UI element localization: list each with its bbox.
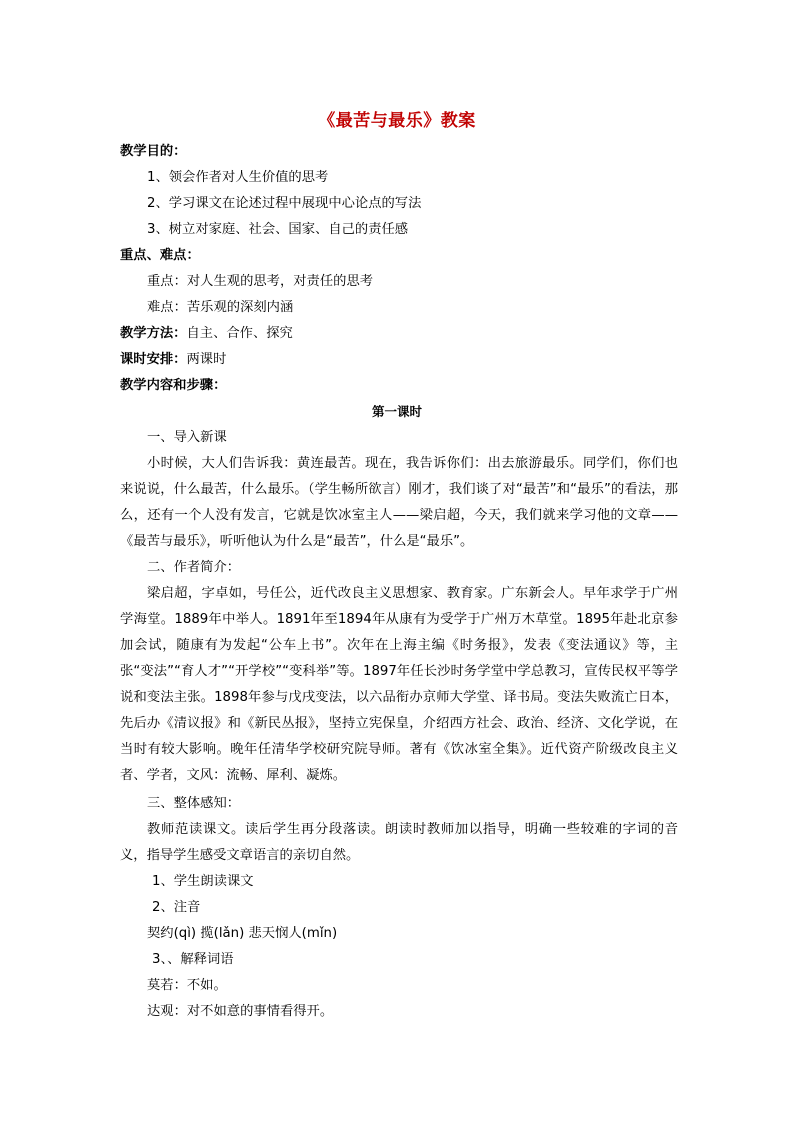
section-intro-heading: 一、导入新课 [147, 430, 227, 445]
section-author-heading: 二、作者简介： [147, 560, 241, 575]
overview-item-1: 1、学生朗读课文 [152, 874, 254, 889]
overview-item-2: 2、注音 [152, 900, 201, 915]
teaching-method-value: 自主、合作、探究 [186, 326, 293, 341]
schedule-value: 两课时 [186, 352, 227, 367]
section-overview-paragraph: 教师范读课文。读后学生再分段落读。朗读时教师加以指导，明确一些较难的字词的音义，指导学生感受文章语言的亲切自然。 [120, 822, 678, 863]
section-overview-heading: 三、整体感知： [147, 796, 241, 811]
section-intro-paragraph: 小时候，大人们告诉我：黄连最苦。现在，我告诉你们：出去旅游最乐。同学们，你们也来说说，什么最苦，什么最乐。（学生畅所欲言）刚才，我们谈了对“最苦”和“最乐”的看法，那么，还有一个人没有发言，它就是饮冰室主人——梁启超，今天，我们就来学习他的文章——《最苦与最乐》，听听他认为什么是“最苦”，什么是“最乐”。 [120, 456, 678, 549]
objective-item-2: 2、学习课文在论述过程中展现中心论点的写法 [147, 196, 422, 211]
key-points-label: 重点、难点： [120, 248, 200, 263]
document-title: 《最苦与最乐》教案 [318, 111, 476, 131]
content-steps-label: 教学内容和步骤： [120, 378, 227, 393]
definition-1: 莫若：不如。 [147, 978, 227, 993]
schedule-row [120, 352, 226, 368]
key-point-text: 重点：对人生观的思考，对责任的思考 [147, 274, 374, 289]
objective-item-3: 3、树立对家庭、社会、国家、自己的责任感 [147, 222, 409, 237]
teaching-method-row [120, 326, 293, 342]
lesson-one-heading: 第一课时 [371, 404, 422, 419]
objective-item-1: 1、领会作者对人生价值的思考 [147, 170, 329, 185]
objectives-label: 教学目的： [120, 144, 187, 159]
overview-item-3: 3、、解释词语 [152, 952, 234, 967]
schedule-label: 课时安排： [120, 352, 187, 367]
difficult-point-text: 难点：苦乐观的深刻内涵 [147, 300, 294, 315]
pinyin-annotation-line: 契约(qì) 揽(lǎn) 悲天悯人(mǐn) [147, 926, 338, 941]
section-author-paragraph: 梁启超，字卓如，号任公，近代改良主义思想家、教育家。广东新会人。早年求学于广州学海堂。1889年中举人。1891年至1894年从康有为受学于广州万木草堂。1895年赴北京参加会试，随康有为发起“公车上书”。次年在上海主编《时务报》，发表《变法通议》等，主张“变法”“育人才”“开学校”“变科举”等。1897年任长沙时务学堂中学总教习，宣传民权平等学说和变法主张。1898年参与戊戌变法，以六品衔办京师大学堂、译书局。变法失败流亡日本，先后办《清议报》和《新民丛报》，坚持立宪保皇，介绍西方社会、政治、经济、文化学说，在当时有较大影响。晚年任清华学校研究院导师。著有《饮冰室全集》。近代资产阶级改良主义者、学者，文风：流畅、犀利、凝炼。 [120, 586, 678, 783]
definition-2: 达观：对不如意的事情看得开。 [147, 1004, 334, 1019]
teaching-method-label: 教学方法： [120, 326, 187, 341]
